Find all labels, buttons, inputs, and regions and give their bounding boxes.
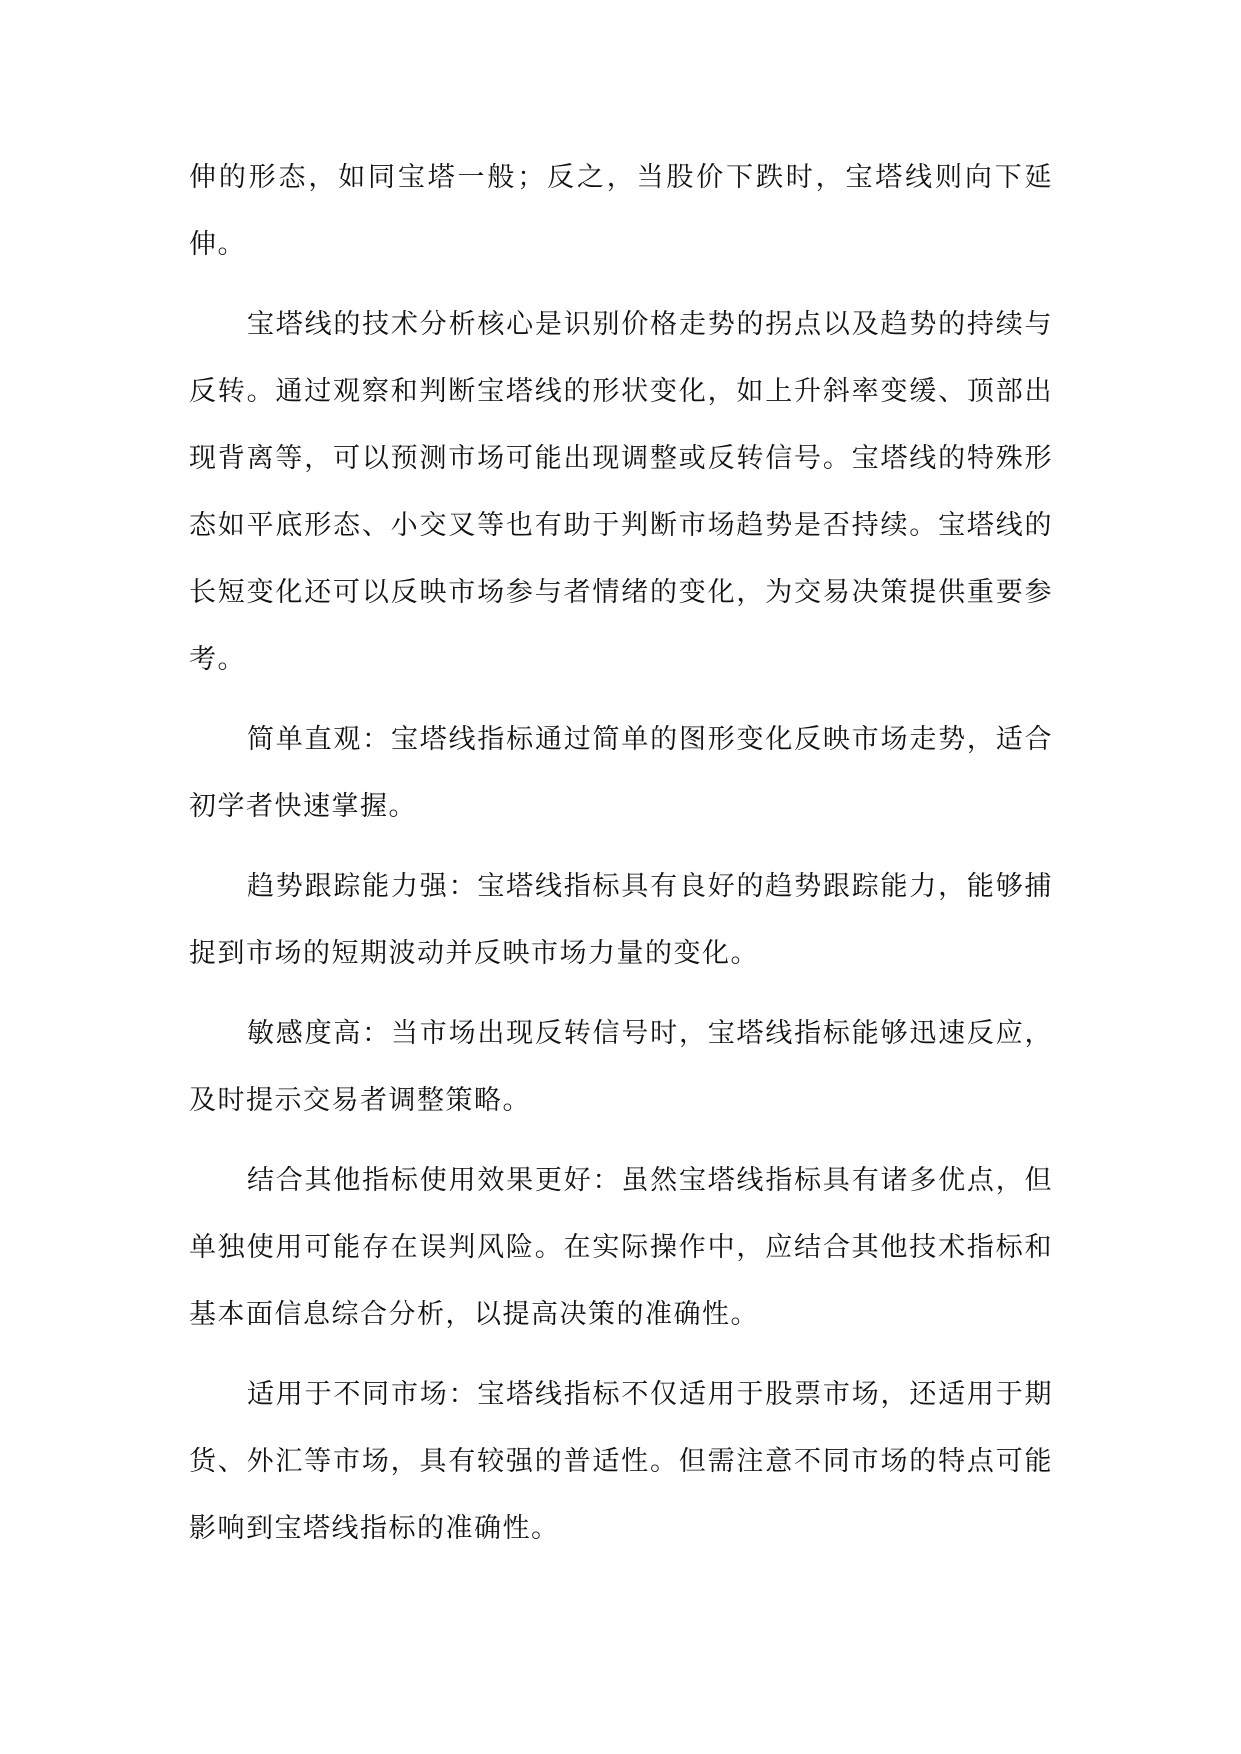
paragraph-technical-analysis-core: 宝塔线的技术分析核心是识别价格走势的拐点以及趋势的持续与反转。通过观察和判断宝塔线的形状变化，如上升斜率变缓、顶部出现背离等，可以预测市场可能出现调整或反转信号。宝塔线的特殊形态如平底形态、小交叉等也有助于判断市场趋势是否持续。宝塔线的长短变化还可以反映市场参与者情绪的变化，为交易决策提供重要参考。 [189, 309, 1053, 675]
body-text [189, 144, 1053, 1575]
paragraph-combine-indicators: 结合其他指标使用效果更好：虽然宝塔线指标具有诸多优点，但单独使用可能存在误判风险。在实际操作中，应结合其他技术指标和基本面信息综合分析，以提高决策的准确性。 [189, 1165, 1053, 1330]
paragraph-different-markets: 适用于不同市场：宝塔线指标不仅适用于股票市场，还适用于期货、外汇等市场，具有较强的普适性。但需注意不同市场的特点可能影响到宝塔线指标的准确性。 [189, 1379, 1053, 1544]
paragraph-continuation: 伸的形态，如同宝塔一般；反之，当股价下跌时，宝塔线则向下延伸。 [189, 162, 1053, 260]
paragraph-simple-intuitive: 简单直观：宝塔线指标通过简单的图形变化反映市场走势，适合初学者快速掌握。 [189, 724, 1053, 822]
paragraph-trend-tracking: 趋势跟踪能力强：宝塔线指标具有良好的趋势跟踪能力，能够捕捉到市场的短期波动并反映市场力量的变化。 [189, 871, 1053, 969]
paragraph-high-sensitivity: 敏感度高：当市场出现反转信号时，宝塔线指标能够迅速反应，及时提示交易者调整策略。 [189, 1018, 1053, 1116]
